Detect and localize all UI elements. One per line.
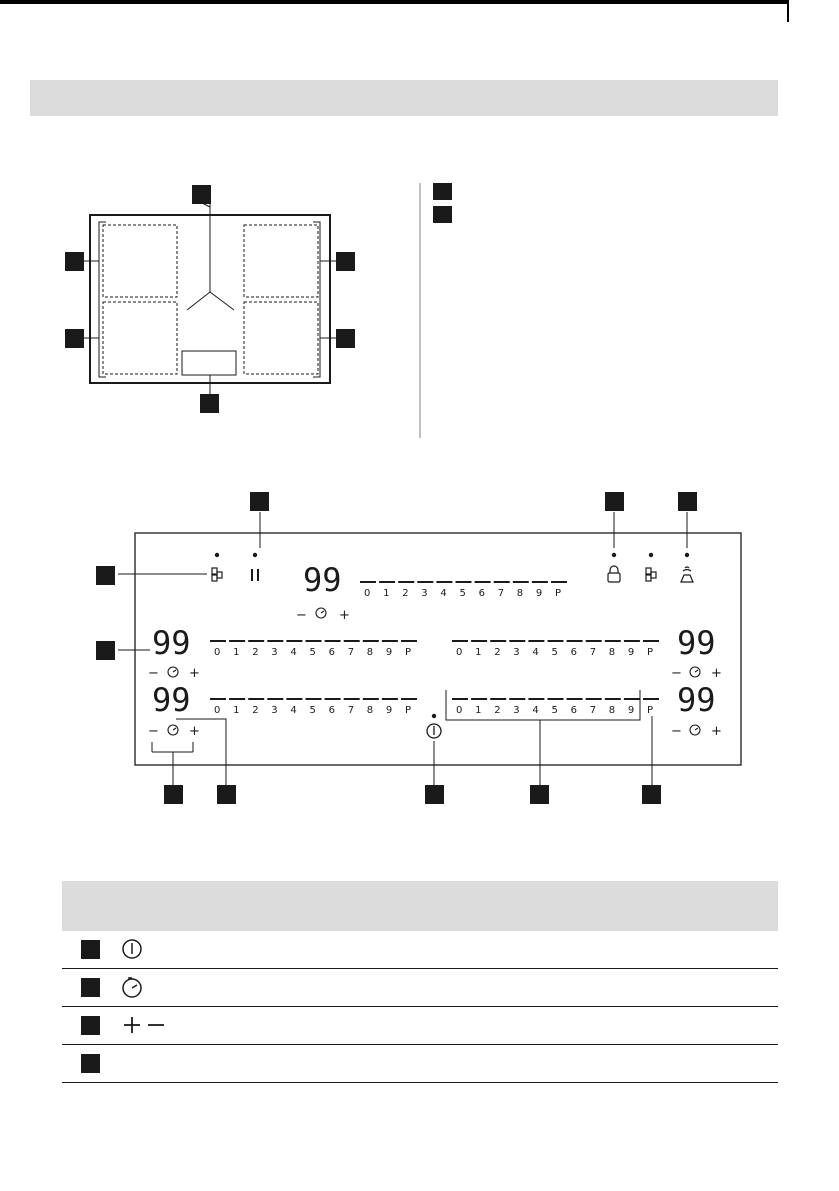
zone-front-left <box>103 225 177 297</box>
callout-leaders <box>80 261 338 396</box>
scale-label: 3 <box>271 705 278 716</box>
timer-icon[interactable] <box>316 608 326 618</box>
callout-marker <box>65 252 84 271</box>
scale-label: P <box>405 647 412 658</box>
scale-label: 5 <box>551 647 558 658</box>
scale-label: 3 <box>271 647 278 658</box>
scale-label: P <box>555 588 562 599</box>
legend-marker <box>433 206 452 223</box>
scale-label: 8 <box>366 647 374 658</box>
scale-label: 6 <box>570 705 577 716</box>
scale-label: 6 <box>478 588 485 599</box>
callout-marker <box>192 185 211 204</box>
scale-label: 2 <box>494 705 501 716</box>
timer-controls <box>148 608 722 739</box>
power-icon[interactable] <box>427 724 441 738</box>
callout-marker <box>336 252 355 271</box>
scale-label: 4 <box>290 705 297 716</box>
scale-label: 0 <box>214 705 221 716</box>
power-icon <box>120 937 170 963</box>
zone-display-left-bottom: 99 <box>152 681 191 719</box>
hob2hood-icon[interactable] <box>681 567 693 582</box>
power-level-scales <box>210 582 659 716</box>
scale-label: 1 <box>233 647 240 658</box>
scale-label: 5 <box>309 647 316 658</box>
bridge-icon[interactable] <box>212 568 222 581</box>
power-level-scale[interactable] <box>360 582 567 599</box>
callout-marker <box>81 1054 100 1073</box>
table-row <box>62 969 778 1007</box>
callout-marker <box>81 1016 100 1035</box>
scale-label: 0 <box>456 705 463 716</box>
panel-callout-leaders <box>118 512 687 790</box>
timer-minus[interactable]: − <box>296 608 307 623</box>
callout-marker <box>336 329 355 348</box>
timer-display: 99 <box>303 561 342 599</box>
callout-marker <box>96 566 115 585</box>
scale-label: 7 <box>589 705 597 716</box>
timer-icon[interactable] <box>168 667 178 677</box>
callout-marker <box>678 492 697 511</box>
zone-display-right-top: 99 <box>677 624 716 662</box>
scale-label: P <box>647 705 654 716</box>
power-level-scale[interactable] <box>210 699 417 716</box>
callout-marker <box>250 492 269 511</box>
scale-label: 0 <box>364 588 371 599</box>
timer-minus[interactable]: − <box>671 724 682 739</box>
timer-plus[interactable]: + <box>189 666 200 681</box>
zone-front-right <box>244 225 318 297</box>
timer-icon[interactable] <box>690 725 700 735</box>
scale-label: 5 <box>309 705 316 716</box>
timer-minus[interactable]: − <box>148 666 159 681</box>
scale-label: 6 <box>328 647 335 658</box>
diagram-legend-markers <box>433 183 452 223</box>
scale-label: 4 <box>532 647 539 658</box>
control-panel-outline <box>182 351 236 375</box>
scale-label: 1 <box>233 705 240 716</box>
table-row <box>62 1007 778 1045</box>
scale-label: 7 <box>497 588 505 599</box>
callout-marker <box>642 785 661 804</box>
callout-marker <box>530 785 549 804</box>
symbol-legend-table <box>62 881 778 1083</box>
callout-marker <box>425 785 444 804</box>
legend-marker <box>433 183 452 200</box>
scale-label: 3 <box>513 647 520 658</box>
timer-icon <box>120 975 170 1001</box>
timer-minus[interactable]: − <box>671 666 682 681</box>
callout-marker <box>200 394 219 413</box>
callout-marker <box>65 329 84 348</box>
table-row <box>62 1045 778 1083</box>
control-panel-diagram <box>96 492 741 804</box>
zone-display-right-bottom: 99 <box>677 681 716 719</box>
scale-label: P <box>647 647 654 658</box>
timer-plus[interactable]: + <box>711 666 722 681</box>
timer-plus[interactable]: + <box>339 608 350 623</box>
callout-marker <box>96 641 115 660</box>
bridge-icon[interactable] <box>646 568 656 581</box>
power-level-scale[interactable] <box>452 699 659 716</box>
scale-label: 8 <box>608 705 616 716</box>
callout-marker <box>81 978 100 997</box>
scale-label: 4 <box>440 588 447 599</box>
scale-label: 8 <box>608 647 616 658</box>
scale-label: 7 <box>347 647 355 658</box>
zone-rear-right <box>244 302 318 374</box>
ventilation-lines <box>187 200 234 310</box>
callout-marker <box>164 785 183 804</box>
scale-label: 8 <box>516 588 524 599</box>
lock-icon[interactable] <box>608 566 620 582</box>
zone-rear-left <box>103 302 177 374</box>
power-level-scale[interactable] <box>210 641 417 658</box>
scale-label: P <box>405 705 412 716</box>
indicator-dots <box>215 553 689 718</box>
hob-layout-diagram <box>80 200 338 396</box>
scale-label: 7 <box>589 647 597 658</box>
scale-label: 5 <box>459 588 466 599</box>
timer-icon[interactable] <box>168 725 178 735</box>
scale-label: 2 <box>252 705 259 716</box>
scale-label: 6 <box>328 705 335 716</box>
scale-label: 0 <box>214 647 221 658</box>
scale-label: 9 <box>535 588 543 599</box>
plus-minus-icon <box>120 1013 170 1039</box>
timer-plus[interactable]: + <box>189 724 200 739</box>
scale-label: 8 <box>366 705 374 716</box>
scale-label: 6 <box>570 647 577 658</box>
callout-marker <box>81 940 100 959</box>
scale-label: 2 <box>252 647 259 658</box>
callout-marker <box>605 492 624 511</box>
scale-label: 1 <box>475 647 482 658</box>
pause-icon[interactable] <box>252 569 258 581</box>
scale-label: 4 <box>532 705 539 716</box>
power-level-scale[interactable] <box>452 641 659 658</box>
timer-plus[interactable]: + <box>711 724 722 739</box>
scale-label: 9 <box>385 647 393 658</box>
scale-label: 5 <box>551 705 558 716</box>
scale-label: 9 <box>627 647 635 658</box>
timer-minus[interactable]: − <box>148 724 159 739</box>
top-icons <box>212 566 693 582</box>
timer-icon[interactable] <box>690 667 700 677</box>
scale-label: 0 <box>456 647 463 658</box>
legend-table-header <box>62 881 778 931</box>
callout-marker <box>217 785 236 804</box>
scale-label: 2 <box>402 588 409 599</box>
scale-label: 4 <box>290 647 297 658</box>
table-row <box>62 931 778 969</box>
scale-label: 2 <box>494 647 501 658</box>
scale-label: 1 <box>383 588 390 599</box>
zone-display-left-top: 99 <box>152 624 191 662</box>
scale-label: 3 <box>513 705 520 716</box>
scale-label: 9 <box>627 705 635 716</box>
scale-label: 9 <box>385 705 393 716</box>
scale-label: 3 <box>421 588 428 599</box>
scale-label: 1 <box>475 705 482 716</box>
scale-label: 7 <box>347 705 355 716</box>
